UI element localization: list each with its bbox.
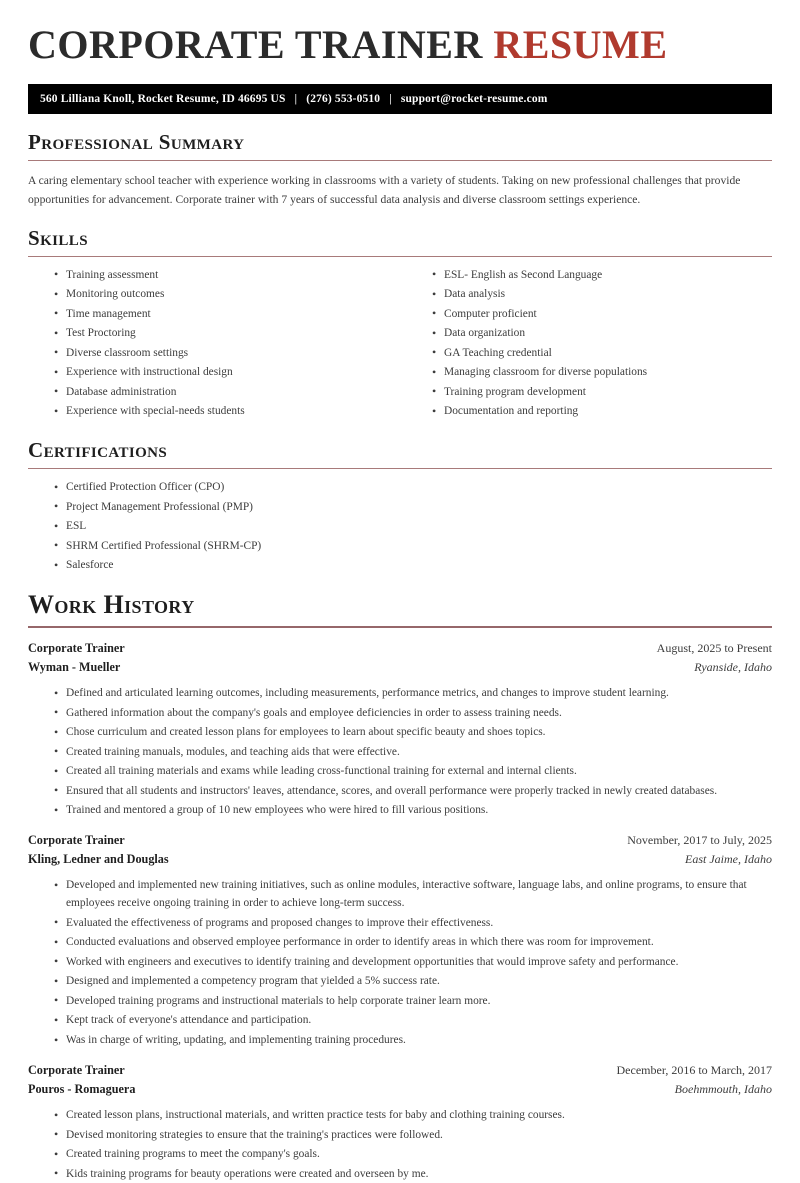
section-work-history — [28, 590, 772, 1182]
work-history-jobs — [28, 639, 772, 1183]
section-divider — [28, 626, 772, 628]
list-item: • Created training manuals, modules, and teaching aids that were effective. — [54, 743, 772, 761]
job-bullets — [28, 876, 772, 1049]
list-item: • Defined and articulated learning outcomes, including measurements, performance metrics, and changes to improve student learning. — [54, 684, 772, 702]
job-company: Kling, Ledner and Douglas — [28, 851, 169, 866]
list-item: • Training assessment — [54, 266, 400, 284]
section-divider — [28, 468, 772, 469]
job-title-row — [28, 639, 772, 658]
contact-phone: (276) 553-0510 — [306, 93, 381, 105]
work-history-entry — [28, 831, 772, 1049]
job-company: Wyman - Mueller — [28, 659, 121, 674]
list-item: • Developed training programs and instructional materials to help corporate trainer learn more. — [54, 992, 772, 1010]
contact-separator-2: | — [389, 93, 392, 105]
job-title-row — [28, 831, 772, 850]
job-location: Ryanside, Idaho — [694, 659, 772, 674]
certifications-list — [28, 478, 772, 574]
list-item: • SHRM Certified Professional (SHRM-CP) — [54, 537, 772, 555]
list-item: • Data analysis — [432, 285, 772, 303]
list-item: • Was in charge of writing, updating, and implementing training procedures. — [54, 1031, 772, 1049]
list-item: • Trained and mentored a group of 10 new employees who were hired to fill various positions. — [54, 801, 772, 819]
list-item: • Test Proctoring — [54, 324, 400, 342]
job-dates: November, 2017 to July, 2025 — [627, 833, 772, 848]
skills-column-right — [400, 257, 772, 422]
job-company-row — [28, 658, 772, 677]
job-location: Boehmmouth, Idaho — [674, 1081, 772, 1096]
work-history-entry — [28, 639, 772, 819]
list-item: • Designed and implemented a competency program that yielded a 5% success rate. — [54, 972, 772, 990]
list-item: • Devised monitoring strategies to ensure that the training's practices were followed. — [54, 1126, 772, 1144]
contact-bar — [28, 84, 772, 114]
list-item: • ESL — [54, 517, 772, 535]
list-item: • Training program development — [432, 383, 772, 401]
skills-columns — [28, 257, 772, 422]
list-item: • Experience with special-needs students — [54, 402, 400, 420]
page-title-accent: RESUME — [493, 22, 668, 67]
contact-email: support@rocket-resume.com — [400, 93, 548, 105]
list-item: • Project Management Professional (PMP) — [54, 498, 772, 516]
job-company: Pouros - Romaguera — [28, 1081, 136, 1096]
job-dates: August, 2025 to Present — [656, 641, 772, 656]
job-bullets — [28, 1106, 772, 1183]
list-item: • GA Teaching credential — [432, 344, 772, 362]
section-title-certifications: Certifications — [28, 437, 168, 462]
page-title — [28, 0, 772, 68]
list-item: • Certified Protection Officer (CPO) — [54, 478, 772, 496]
professional-summary-text: A caring elementary school teacher with experience working in classrooms with a variety of students. Taking on new professional challenges that provide opportunities for advancement. Corporate trainer with 7 years of successful data analysis and diverse classroom settings experience. — [28, 174, 741, 206]
list-item: • Created lesson plans, instructional materials, and written practice tests for baby and clothing training courses. — [54, 1106, 772, 1124]
section-skills — [28, 226, 772, 422]
skills-list-left — [28, 266, 400, 421]
list-item: • Kids training programs for beauty operations were created and overseen by me. — [54, 1165, 772, 1183]
list-item: • Kept track of everyone's attendance and participation. — [54, 1011, 772, 1029]
list-item: • ESL- English as Second Language — [432, 266, 772, 284]
list-item: • Computer proficient — [432, 305, 772, 323]
skills-column-left — [28, 257, 400, 422]
list-item: • Managing classroom for diverse populations — [432, 363, 772, 381]
work-history-entry — [28, 1061, 772, 1183]
list-item: • Database administration — [54, 383, 400, 401]
job-dates: December, 2016 to March, 2017 — [616, 1063, 772, 1078]
contact-separator-1: | — [294, 93, 298, 105]
section-title-work-history: Work History — [28, 590, 195, 620]
section-title-professional-summary: Professional Summary — [28, 130, 245, 154]
job-title: Corporate Trainer — [28, 1063, 125, 1078]
list-item: • Chose curriculum and created lesson plans for employees to learn about specific beauty and shoes topics. — [54, 723, 772, 741]
job-location: East Jaime, Idaho — [685, 851, 772, 866]
job-company-row — [28, 850, 772, 869]
job-title: Corporate Trainer — [28, 833, 125, 848]
list-item: • Data organization — [432, 324, 772, 342]
contact-address: 560 Lilliana Knoll, Rocket Resume, ID 46695 US — [40, 93, 286, 105]
list-item: • Created training programs to meet the company's goals. — [54, 1145, 772, 1163]
section-divider — [28, 160, 772, 161]
list-item: • Experience with instructional design — [54, 363, 400, 381]
list-item: • Time management — [54, 305, 400, 323]
list-item: • Developed and implemented new training initiatives, such as online modules, interactive software, language labs, and online programs, to ensure that employees receive ongoing training in order to achieve long-term success. — [54, 876, 772, 912]
list-item: • Created all training materials and exams while leading cross-functional training for external and internal clients. — [54, 762, 772, 780]
list-item: • Evaluated the effectiveness of programs and proposed changes to improve their effectiveness. — [54, 914, 772, 932]
list-item: • Diverse classroom settings — [54, 344, 400, 362]
section-title-skills: Skills — [28, 225, 88, 250]
job-title: Corporate Trainer — [28, 641, 125, 656]
section-professional-summary — [28, 130, 772, 210]
list-item: • Gathered information about the company's goals and employee deficiencies in order to assess training needs. — [54, 704, 772, 722]
list-item: • Documentation and reporting — [432, 402, 772, 420]
list-item: • Worked with engineers and executives to identify training and development opportunities that would improve safety and performance. — [54, 953, 772, 971]
page-title-main: CORPORATE TRAINER — [28, 22, 483, 67]
list-item: • Monitoring outcomes — [54, 285, 400, 303]
list-item: • Salesforce — [54, 556, 772, 574]
list-item: • Ensured that all students and instructors' leaves, attendance, scores, and overall performance were properly tracked in newly created databases. — [54, 782, 772, 800]
job-bullets — [28, 684, 772, 819]
skills-list-right — [406, 266, 772, 421]
job-title-row — [28, 1061, 772, 1080]
list-item: • Conducted evaluations and observed employee performance in order to identify areas in which there was room for improvement. — [54, 933, 772, 951]
section-certifications — [28, 438, 772, 574]
job-company-row — [28, 1080, 772, 1099]
